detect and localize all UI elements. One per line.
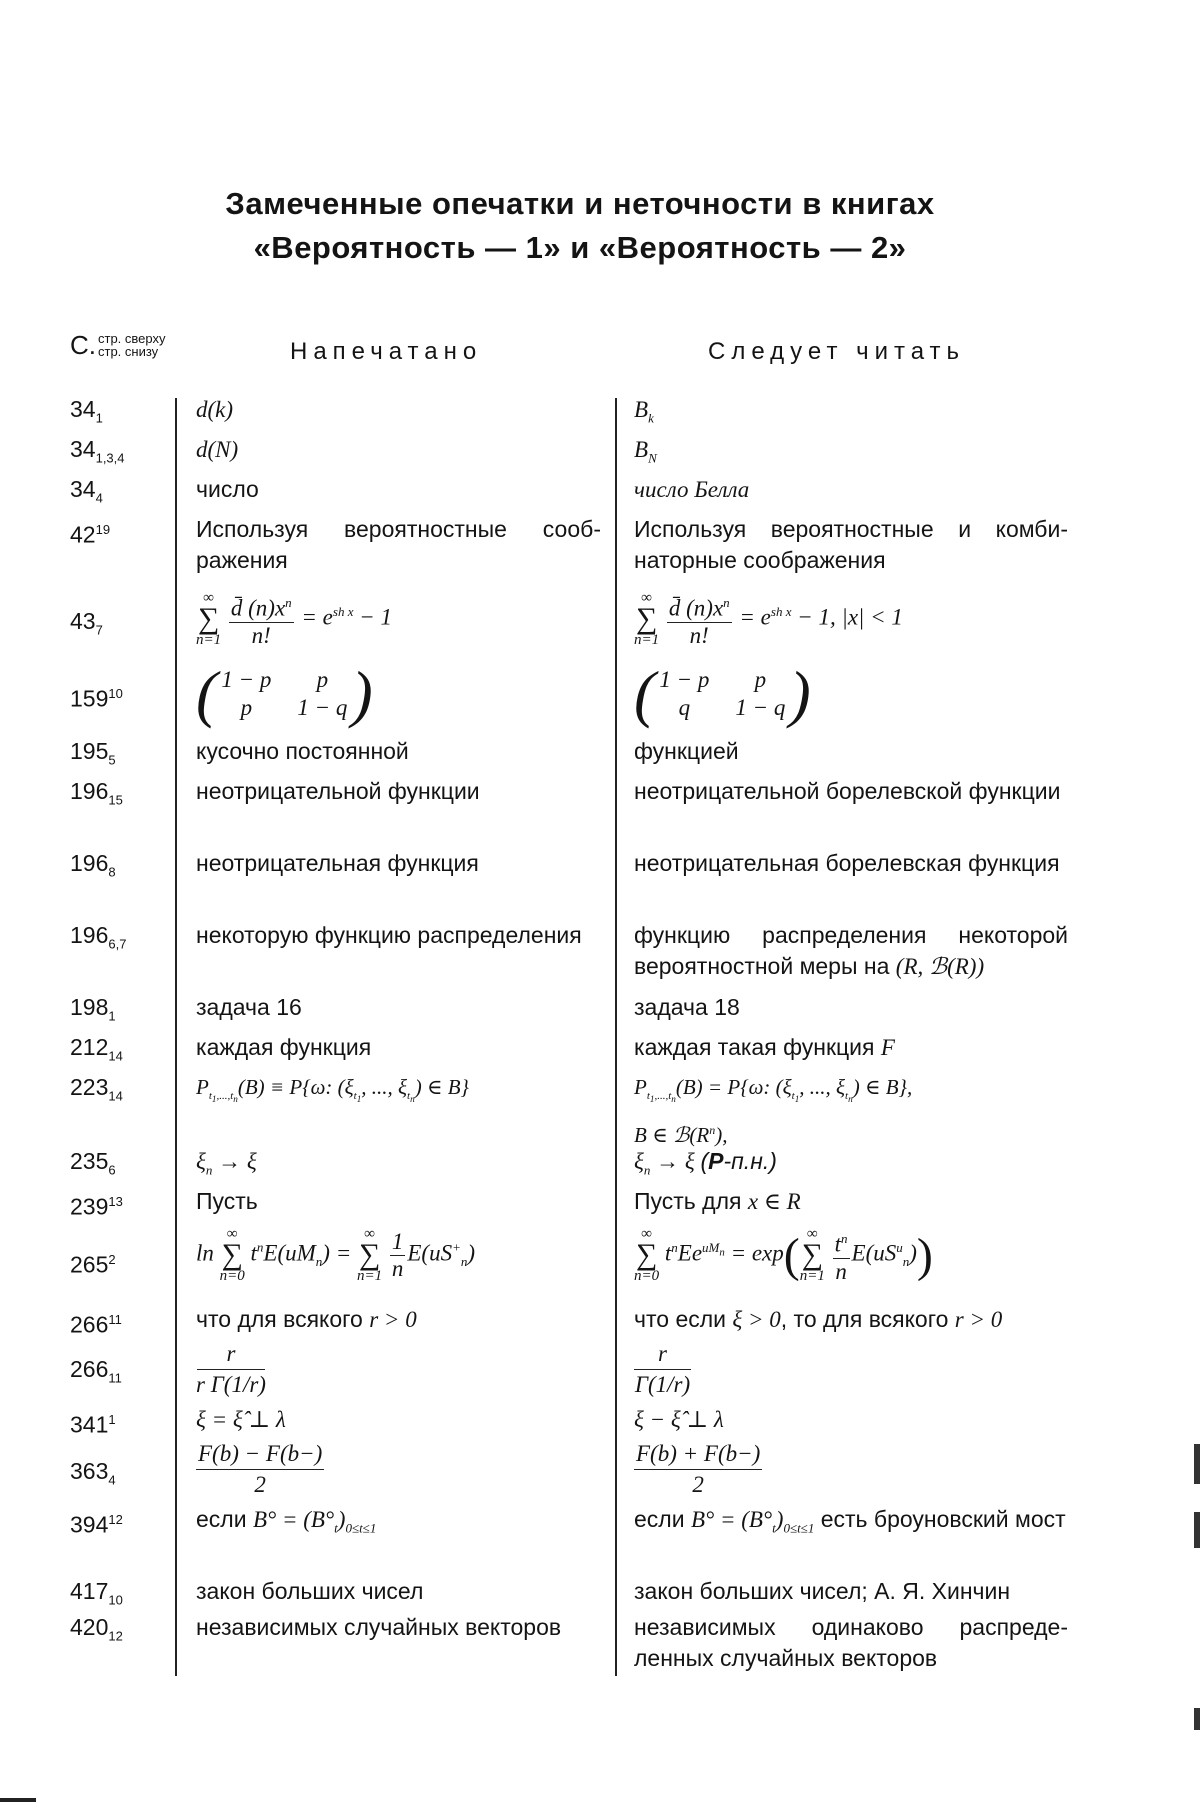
page-ref: $195_5$	[70, 738, 116, 768]
printed-cell: задача 16	[196, 994, 302, 1020]
page-ref: $239^{13}$	[70, 1193, 123, 1220]
printed-cell: d(N)	[196, 437, 239, 462]
correct-cell: ξ − ξ̂ ⊥ λ	[634, 1407, 724, 1432]
correct-cell: $\xi_n \to \xi$ (P-п.н.)	[634, 1148, 777, 1178]
printed-matrix: ( 1 − p p p 1 − q )	[196, 658, 373, 729]
correct-cell: число Белла	[634, 477, 750, 502]
correct-cell: ∞ ∑ n=1 $\frac{d̄ (n)x^n}{n!}$ = $e^{sh x} - 1$, |x| < 1	[634, 590, 903, 649]
scan-mark	[1194, 1708, 1200, 1730]
printed-cell: $\frac{r}{\text{r Γ(1/r)}}$	[196, 1341, 266, 1397]
printed-cell: некоторую функцию распределения	[196, 922, 582, 948]
printed-cell: что для всякого r > 0	[196, 1306, 417, 1332]
printed-cell: $P_{t_1,...,t_n}(B) \equiv P\{\omega$: ($\xi_{t_1}$, ..., $\xi_{t_n}$) ∈ B}	[196, 1075, 469, 1105]
page-ref: $363_4$	[70, 1458, 116, 1488]
page-ref: $198_1$	[70, 994, 116, 1024]
page-ref: $394^{12}$	[70, 1511, 123, 1538]
page-ref: $159^{10}$	[70, 685, 123, 712]
printed-cell: неотрицательная функция	[196, 850, 479, 876]
correct-cell: $\frac{F(b) + F(b-)}{2}$	[636, 1441, 761, 1497]
page-ref: $196_{15}$	[70, 778, 123, 808]
page-ref: $196_{6,7}$	[70, 922, 127, 952]
page-ref: $34_4$	[70, 476, 103, 506]
title-line-1: Замеченные опечатки и неточности в книгах	[225, 186, 935, 221]
printed-cell: ∞ ∑ n=1 $\frac{d̄ (n)x^n}{n!}$ = $e^{sh x} - 1$	[196, 590, 393, 649]
page-ref: $266^{11}$	[70, 1311, 122, 1338]
printed-cell: число	[196, 476, 259, 502]
printed-cell: кусочно постоянной	[196, 738, 409, 764]
page-ref: $196_8$	[70, 850, 116, 880]
printed-cell: d(k)	[196, 397, 234, 422]
printed-cell: $\xi_n \to \xi$	[196, 1149, 257, 1178]
page-ref: $341^1$	[70, 1411, 116, 1438]
printed-cell: Пусть	[196, 1188, 258, 1214]
header-page-letter: С.	[70, 330, 96, 360]
page-ref: $235_6$	[70, 1148, 116, 1178]
page-ref: $266_{11}$	[70, 1356, 122, 1386]
printed-cell: ξ = ξ̂ ⊥ λ	[196, 1407, 286, 1432]
page-ref: $34_{1,3,4}$	[70, 436, 125, 466]
header-from-top: стр. сверху	[98, 331, 166, 346]
header-should-read: Следует читать	[708, 338, 966, 365]
title-line-2: «Вероятность — 1» и «Вероятность — 2»	[253, 230, 907, 265]
scan-mark	[1194, 1512, 1200, 1548]
correct-cell: Используя вероятностные и комбинаторные соображения	[634, 516, 1068, 573]
correct-cell: Пусть для x ∈ R	[634, 1188, 801, 1214]
printed-cell: каждая функция	[196, 1034, 372, 1060]
scan-corner-mark	[0, 1798, 36, 1802]
column-divider-right	[615, 398, 617, 1676]
header-printed: Напечатано	[290, 338, 483, 365]
correct-cell: $P_{t_1,...,t_n}(B) = P\{\omega$: ($\xi_{t_1}$, ..., $\xi_{t_n}$) ∈ B}, B ∈ $ℬ(R^n)$,	[634, 1075, 913, 1148]
page-ref: $34_1$	[70, 396, 103, 426]
page-ref: $420_{12}$	[70, 1614, 123, 1644]
page-ref: $223_{14}$	[70, 1074, 123, 1104]
correct-cell: что если ξ > 0, то для всякого r > 0	[634, 1306, 1003, 1332]
correct-cell: $B_N$	[634, 437, 657, 466]
printed-cell: ln ∞ ∑ n=0 $t^nE(uM_n)$ = ∞ ∑ n=1 $\frac{1}{n}$ $E(uS^+_n)$	[196, 1226, 476, 1284]
printed-cell: если $B^\circ = (B^\circ_t)_{0\le t\le 1}$	[196, 1506, 377, 1536]
header-page-column	[70, 330, 165, 360]
page-ref: $265^2$	[70, 1251, 116, 1278]
printed-cell: неотрицательной функции	[196, 778, 480, 804]
page-title	[0, 182, 1160, 270]
printed-cell: независимых случайных векторов	[196, 1614, 562, 1640]
page-ref: $212_{14}$	[70, 1034, 123, 1064]
scan-mark	[1194, 1444, 1200, 1484]
column-divider-left	[175, 398, 177, 1676]
correct-cell: $B_k$	[634, 397, 654, 426]
correct-cell: функцией	[634, 738, 739, 764]
correct-cell: ∞ ∑ n=0 $t^nEe^{uM_n} = \exp$( ∞ ∑ n=1 $\frac{t^n}{n}$ $E(uS^u_n)$)	[634, 1226, 933, 1285]
page-ref: $417_{10}$	[70, 1578, 123, 1608]
correct-cell: независимых одинаково распределенных случайных векторов	[634, 1614, 1068, 1671]
correct-cell: неотрицательной борелевской функции	[634, 778, 1061, 804]
correct-cell: задача 18	[634, 994, 740, 1020]
printed-cell: $\frac{F(b) - F(b-)}{2}$	[198, 1441, 323, 1497]
header-from-bottom: стр. снизу	[98, 344, 159, 359]
correct-cell: неотрицательная борелевская функция	[634, 850, 1060, 876]
correct-cell: функцию распределения некоторой вероятностной меры на (R, ℬ(R))	[634, 922, 1068, 979]
page-ref: $42^{19}$	[70, 521, 111, 548]
correct-cell: каждая такая функция F	[634, 1034, 895, 1060]
printed-cell: Используя вероятностные соображения	[196, 516, 601, 573]
correct-cell: $\frac{r}{\Gamma(1/r)}$	[634, 1341, 691, 1397]
correct-cell: закон больших чисел; А. Я. Хинчин	[634, 1578, 1011, 1604]
correct-cell: если $B^\circ = (B^\circ_t)_{0\le t\le 1}$ есть броуновский мост	[634, 1506, 1066, 1536]
printed-cell: закон больших чисел	[196, 1578, 424, 1604]
page-ref: $43_7$	[70, 608, 103, 638]
correct-matrix: ( 1 − p p q 1 − q )	[634, 658, 811, 729]
